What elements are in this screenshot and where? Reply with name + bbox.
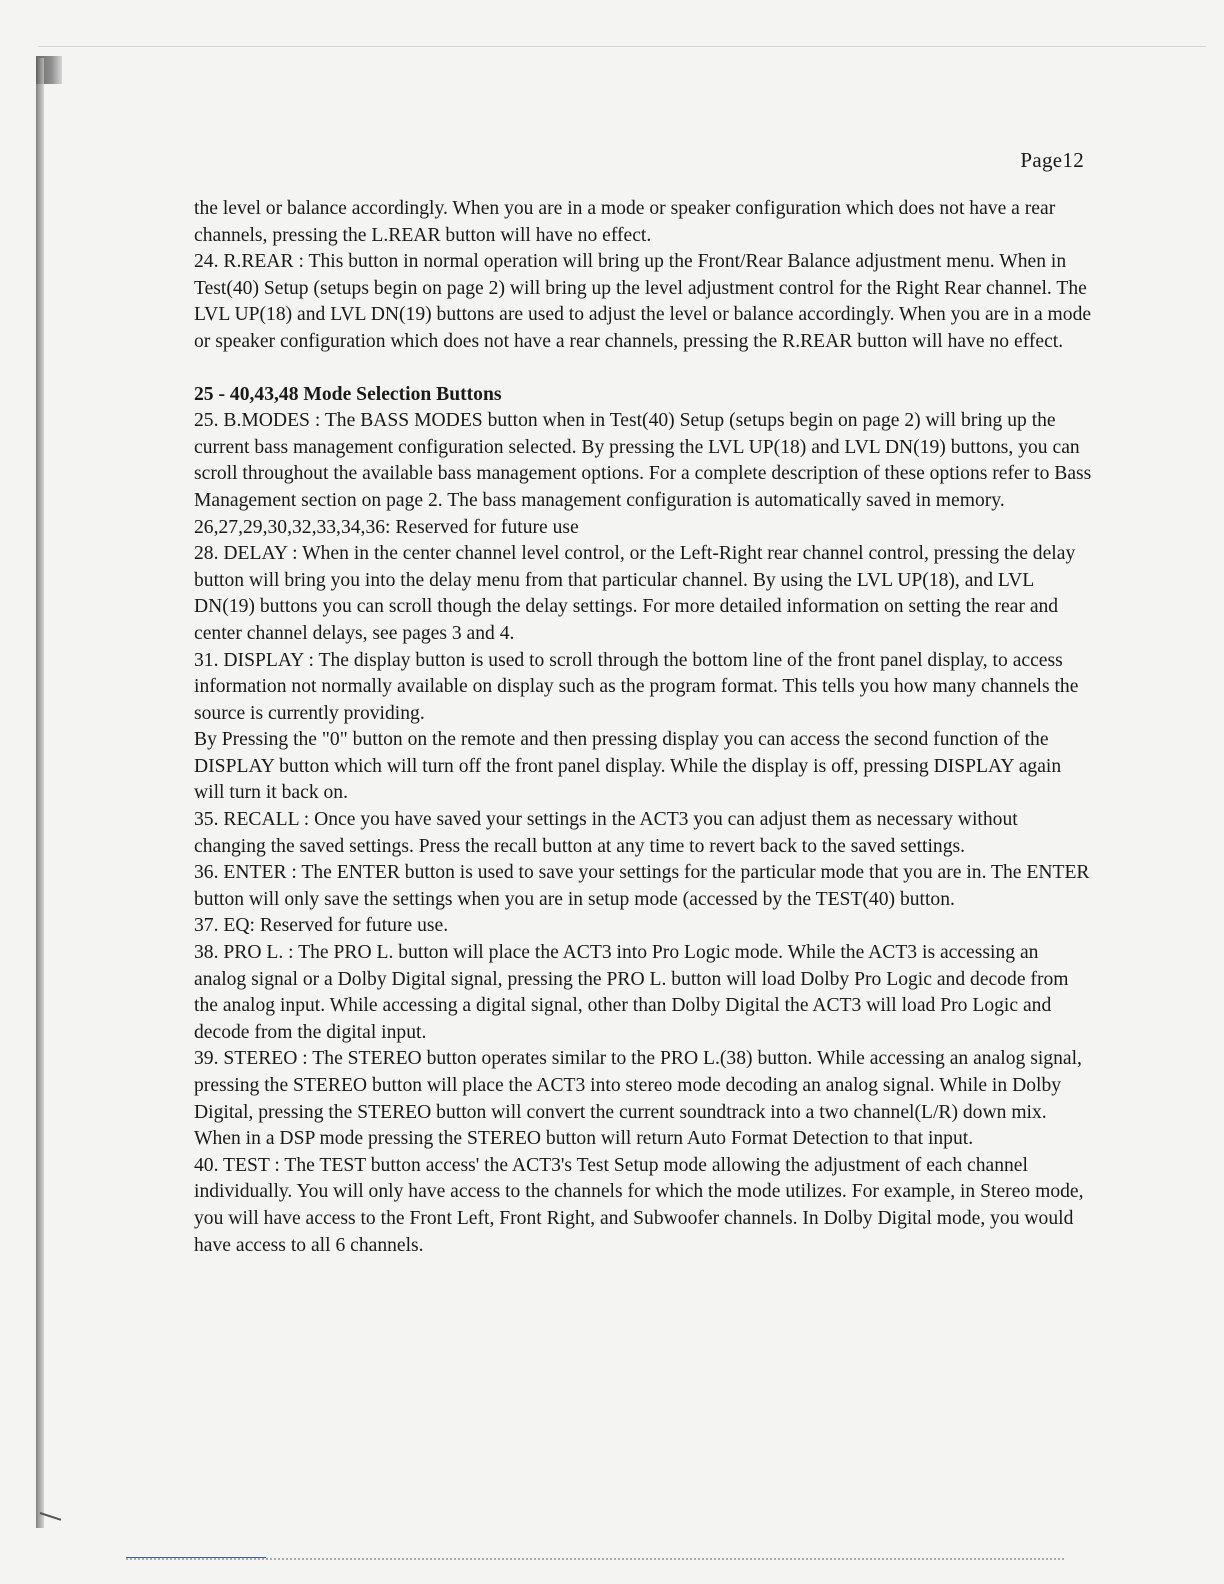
document-body bbox=[194, 196, 1094, 1259]
item-eq: 37. EQ: Reserved for future use. bbox=[194, 915, 449, 937]
scan-bottom-link-artifact bbox=[126, 1557, 266, 1558]
scan-bottom-artifact bbox=[126, 1558, 1064, 1561]
section-heading: 25 - 40,43,48 Mode Selection Buttons bbox=[194, 383, 502, 405]
item-display: 31. DISPLAY : The display button is used to scroll through the bottom line of the front panel display, to access information not normally available on display such as the program format. This tells you how many channels the source is currently providing. bbox=[194, 649, 1079, 724]
item-enter: 36. ENTER : The ENTER button is used to save your settings for the particular mode that you are in. The ENTER button will only save the settings when you are in setup mode (accessed by the TEST(40) button. bbox=[194, 862, 1090, 910]
item-stereo: 39. STEREO : The STEREO button operates similar to the PRO L.(38) button. While accessing an analog signal, pressing the STEREO button will place the ACT3 into stereo mode decoding an analog signal. While in Dolby Digital, pressing the STEREO button will convert the current soundtrack into a two channel(L/R) down mix. When in a DSP mode pressing the STEREO button will return Auto Format Detection to that input. bbox=[194, 1048, 1082, 1150]
item-b-modes: 25. B.MODES : The BASS MODES button when in Test(40) Setup (setups begin on page 2) will bring up the current bass management configuration selected. By pressing the LVL UP(18) and LVL DN(19) buttons, you can scroll throughout the available bass management options. For a complete description of these options refer to Bass Management section on page 2. The bass management configuration is automatically saved in memory. bbox=[194, 410, 1092, 511]
page-number: Page12 bbox=[1020, 148, 1084, 172]
item-delay: 28. DELAY : When in the center channel level control, or the Left-Right rear channel control, pressing the delay button will bring you into the delay menu from that particular channel. By using the LVL UP(18), and LVL DN(19) buttons you can scroll though the delay settings. For more detailed information on setting the rear and center channel delays, see pages 3 and 4. bbox=[194, 543, 1076, 644]
item-test: 40. TEST : The TEST button access' the ACT3's Test Setup mode allowing the adjustment of each channel individually. You will only have access to the channels for which the mode utilizes. For example, in Stereo mode, you will have access to the Front Left, Front Right, and Subwoofer channels. In Dolby Digital mode, you would have access to all 6 channels. bbox=[194, 1154, 1084, 1256]
item-display-second-function: By Pressing the "0" button on the remote and then pressing display you can access the second function of the DISPLAY button which will turn off the front panel display. While the display is off, pressing DISPLAY again will turn it back on. bbox=[194, 729, 1062, 804]
paragraph-r-rear: 24. R.REAR : This button in normal operation will bring up the Front/Rear Balance adjustment menu. When in Test(40) Setup (setups begin on page 2) will bring up the level adjustment control for the Right Rear channel. The LVL UP(18) and LVL DN(19) buttons are used to adjust the level or balance accordingly. When you are in a mode or speaker configuration which does not have a rear channels, pressing the R.REAR button will have no effect. bbox=[194, 251, 1092, 352]
item-recall: 35. RECALL : Once you have saved your settings in the ACT3 you can adjust them as necessary without changing the saved settings. Press the recall button at any time to revert back to the saved settings. bbox=[194, 809, 1018, 857]
item-pro-l: 38. PRO L. : The PRO L. button will place the ACT3 into Pro Logic mode. While the ACT3 is accessing an analog signal or a Dolby Digital signal, pressing the PRO L. button will load Dolby Pro Logic and decode from the analog input. While accessing a digital signal, other than Dolby Digital the ACT3 will load Pro Logic and decode from the digital input. bbox=[194, 942, 1069, 1043]
scan-top-edge bbox=[38, 46, 1206, 47]
binding-shadow bbox=[36, 58, 44, 1528]
paragraph-continuation: the level or balance accordingly. When you are in a mode or speaker configuration which does not have a rear channels, pressing the L.REAR button will have no effect. bbox=[194, 198, 1056, 246]
item-reserved: 26,27,29,30,32,33,34,36: Reserved for future use bbox=[194, 516, 579, 538]
